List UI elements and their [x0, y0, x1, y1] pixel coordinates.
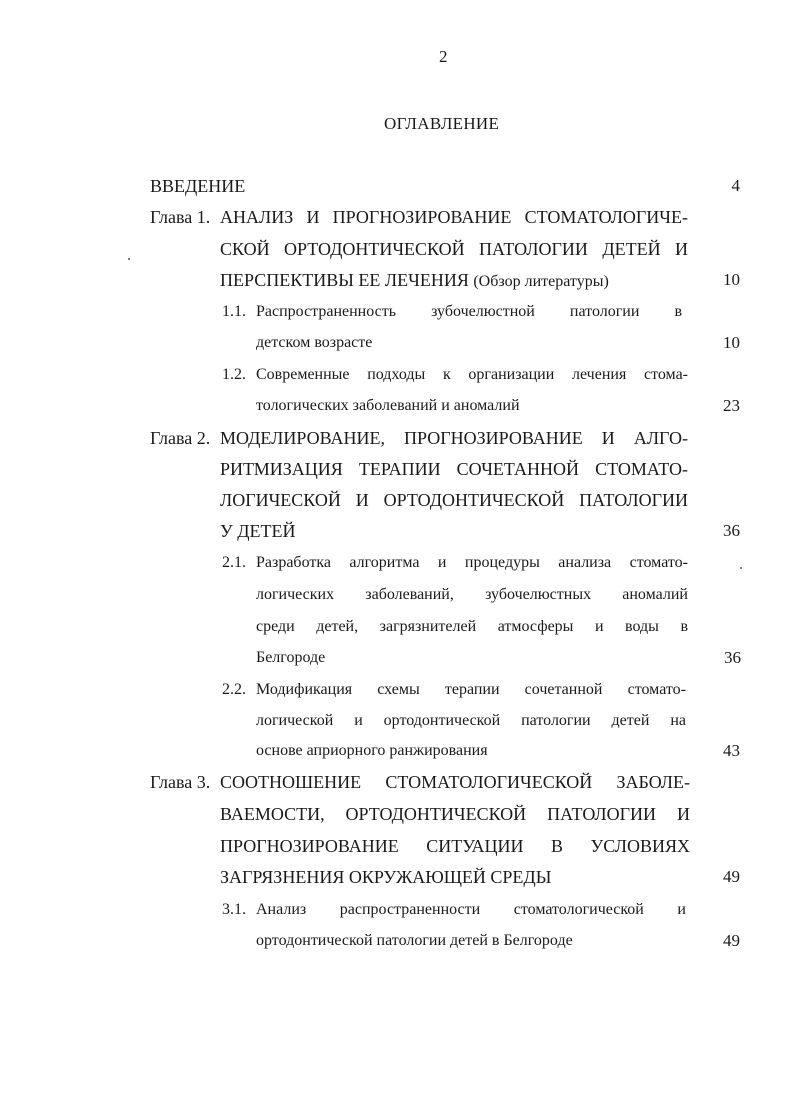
- toc-section-3-1-line-1: Анализ распространенности стоматологической и: [256, 901, 686, 918]
- toc-page-intro: 4: [731, 176, 740, 195]
- toc-section-2-1-line-3: среди детей, загрязнителей атмосферы и воды в: [256, 618, 688, 635]
- toc-chapter-2-line-4: У ДЕТЕЙ: [220, 521, 296, 541]
- toc-page-section-2-2: 43: [723, 741, 740, 760]
- toc-section-2-2-line-2: логической и ортодонтической патологии детей на: [256, 712, 686, 729]
- toc-page-section-1-2: 23: [723, 396, 740, 415]
- toc-section-2-1-line-4: Белгороде: [256, 649, 326, 666]
- toc-chapter-2-prefix: Глава 2.: [150, 428, 211, 448]
- toc-chapter-1-prefix: Глава 1.: [150, 207, 211, 227]
- toc-chapter-3-line-3: ПРОГНОЗИРОВАНИЕ СИТУАЦИИ В УСЛОВИЯХ: [220, 836, 690, 856]
- toc-page-section-3-1: 49: [723, 931, 740, 950]
- toc-chapter-2-line-1: МОДЕЛИРОВАНИЕ, ПРОГНОЗИРОВАНИЕ И АЛГО-: [220, 428, 688, 448]
- page-title: ОГЛАВЛЕНИЕ: [384, 114, 500, 133]
- toc-section-2-1-line-2: логических заболеваний, зубочелюстных аномалий: [256, 586, 688, 603]
- toc-entry-intro: ВВЕДЕНИЕ: [150, 176, 246, 196]
- toc-section-2-2-line-3: основе априорного ранжирования: [256, 742, 488, 759]
- toc-chapter-3-line-2: ВАЕМОСТИ, ОРТОДОНТИЧЕСКОЙ ПАТОЛОГИИ И: [220, 804, 690, 824]
- toc-page-chapter-1: 10: [723, 270, 740, 289]
- toc-section-3-1-line-2: ортодонтической патологии детей в Белгороде: [256, 932, 573, 949]
- toc-chapter-2-line-2: РИТМИЗАЦИЯ ТЕРАПИИ СОЧЕТАННОЙ СТОМАТО-: [220, 459, 688, 479]
- toc-chapter-2-line-3: ЛОГИЧЕСКОЙ И ОРТОДОНТИЧЕСКОЙ ПАТОЛОГИИ: [220, 490, 688, 510]
- toc-chapter-1-line-3: [220, 269, 609, 293]
- page-number: 2: [439, 47, 448, 66]
- toc-section-1-2-num: 1.2.: [222, 366, 246, 383]
- toc-chapter-1-line-3-main: ПЕРСПЕКТИВЫ ЕЕ ЛЕЧЕНИЯ: [220, 270, 469, 290]
- toc-page-chapter-3: 49: [723, 867, 740, 886]
- toc-section-3-1-num: 3.1.: [222, 901, 246, 918]
- toc-section-2-2-num: 2.2.: [222, 681, 246, 698]
- toc-chapter-1-line-3-note: (Обзор литературы): [473, 273, 609, 290]
- toc-chapter-3-prefix: Глава 3.: [150, 772, 211, 792]
- toc-chapter-1-line-2: СКОЙ ОРТОДОНТИЧЕСКОЙ ПАТОЛОГИИ ДЕТЕЙ И: [220, 239, 688, 259]
- scan-speck: [740, 567, 742, 569]
- toc-section-1-1-line-2: детском возрасте: [256, 334, 373, 351]
- toc-section-1-2-line-1: Современные подходы к организации лечения стома-: [256, 366, 688, 383]
- toc-chapter-1-line-1: АНАЛИЗ И ПРОГНОЗИРОВАНИЕ СТОМАТОЛОГИЧЕ-: [220, 207, 688, 227]
- toc-chapter-3-line-1: СООТНОШЕНИЕ СТОМАТОЛОГИЧЕСКОЙ ЗАБОЛЕ-: [220, 772, 690, 792]
- toc-chapter-3-line-4: ЗАГРЯЗНЕНИЯ ОКРУЖАЮЩЕЙ СРЕДЫ: [220, 867, 552, 887]
- toc-section-1-1-num: 1.1.: [222, 303, 246, 320]
- toc-section-1-2-line-2: тологических заболеваний и аномалий: [256, 397, 520, 414]
- toc-section-2-2-line-1: Модификация схемы терапии сочетанной стомато-: [256, 681, 686, 698]
- toc-page-section-2-1: 36: [724, 648, 741, 667]
- toc-section-1-1-line-1: Распространенность зубочелюстной патологии в: [256, 303, 682, 320]
- toc-page-section-1-1: 10: [723, 333, 740, 352]
- scan-speck: [128, 258, 130, 260]
- toc-section-2-1-line-1: Разработка алгоритма и процедуры анализа стомато-: [256, 554, 688, 571]
- toc-section-2-1-num: 2.1.: [222, 554, 246, 571]
- toc-page-chapter-2: 36: [723, 521, 740, 540]
